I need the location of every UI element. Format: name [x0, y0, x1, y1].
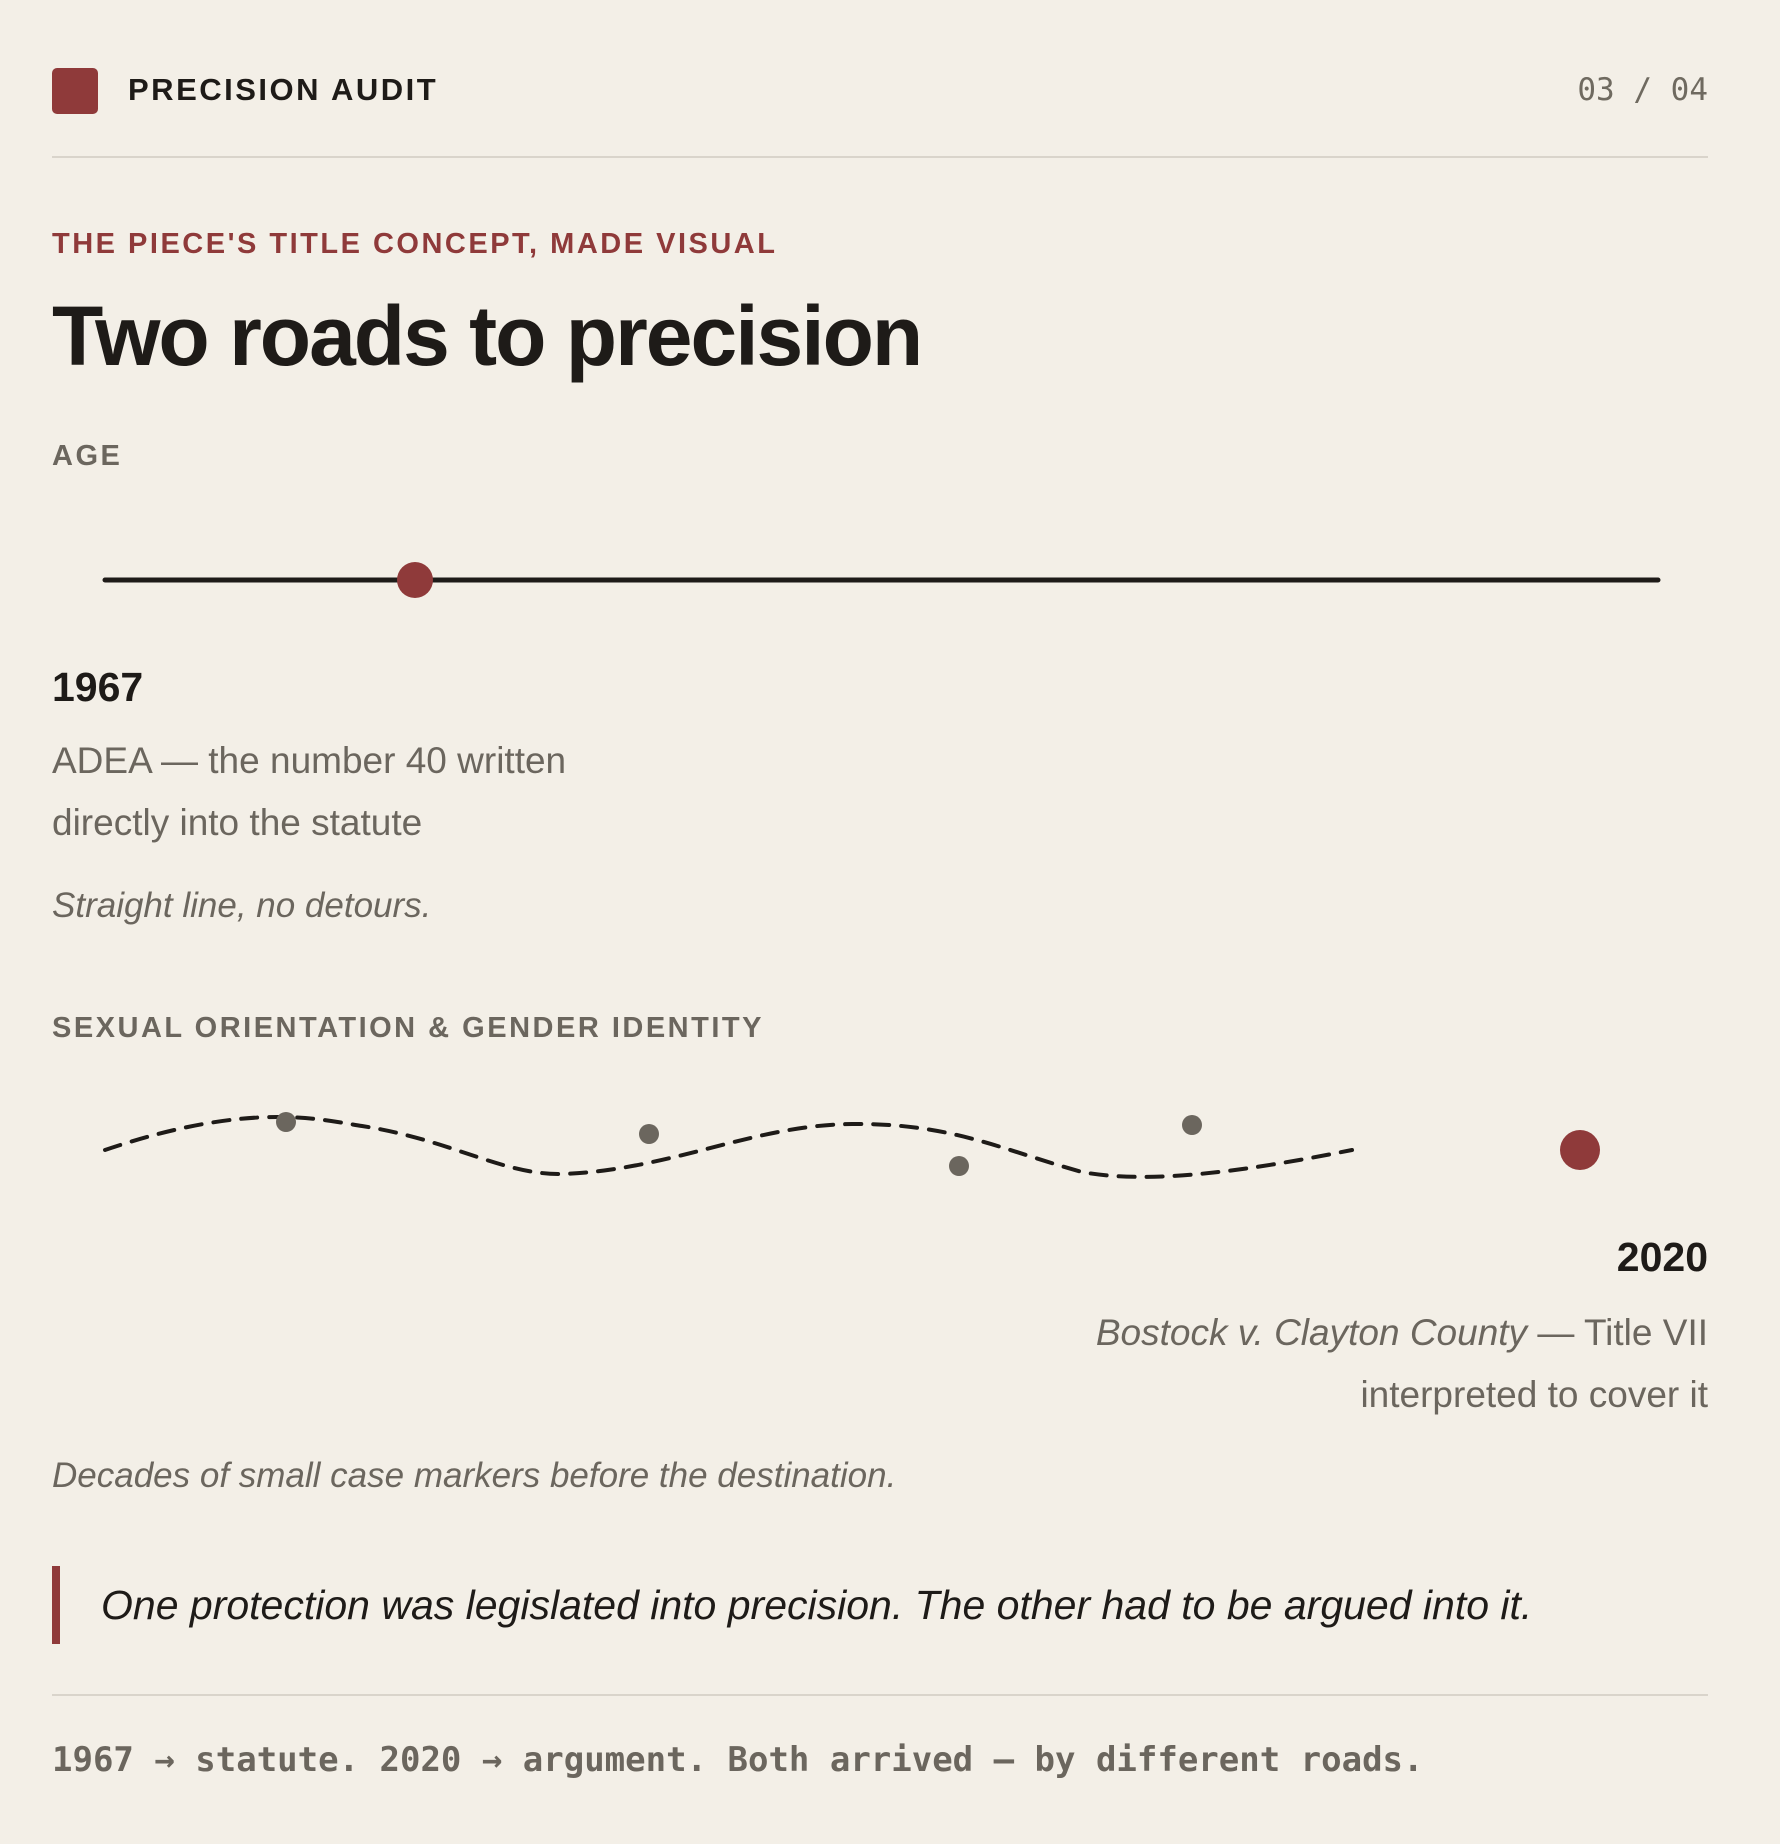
case-marker — [276, 1112, 296, 1132]
kicker: THE PIECE'S TITLE CONCEPT, MADE VISUAL — [52, 228, 778, 260]
pull-quote — [52, 1566, 1708, 1644]
sogi-description-line2: interpreted to cover it — [1360, 1374, 1708, 1415]
brand-name: PRECISION AUDIT — [128, 72, 439, 107]
page-indicator: 03 / 04 — [1577, 72, 1708, 108]
sogi-description — [1096, 1302, 1708, 1426]
age-description-line2: directly into the statute — [52, 802, 423, 843]
age-section-label: AGE — [52, 440, 123, 472]
page-title: Two roads to precision — [52, 289, 922, 383]
case-name: Bostock v. Clayton County — [1095, 1312, 1528, 1353]
sogi-year: 2020 — [1616, 1234, 1708, 1280]
sogi-section-label: SEXUAL ORIENTATION & GENDER IDENTITY — [52, 1012, 764, 1044]
top-bar — [52, 68, 1708, 114]
sogi-description-line1-rest: — Title VII — [1527, 1312, 1708, 1353]
age-destination-marker — [397, 562, 433, 598]
brand-logo-square — [52, 68, 98, 114]
slide — [52, 0, 1708, 1844]
footer-divider — [52, 1694, 1708, 1696]
sogi-note: Decades of small case markers before the destination. — [52, 1456, 897, 1495]
age-year: 1967 — [52, 664, 144, 710]
sogi-description-line1 — [1096, 1302, 1708, 1364]
case-marker — [639, 1124, 659, 1144]
age-description-line1: ADEA — the number 40 written — [52, 740, 567, 781]
age-road-diagram — [52, 540, 1708, 620]
age-description — [52, 730, 566, 854]
age-note: Straight line, no detours. — [52, 886, 432, 925]
sogi-destination-marker — [1560, 1130, 1600, 1170]
case-marker — [1182, 1115, 1202, 1135]
pull-quote-text: One protection was legislated into precision. The other had to be argued into it. — [101, 1582, 1533, 1628]
sogi-road-diagram — [52, 1090, 1708, 1210]
footer-summary: 1967 → statute. 2020 → argument. Both arrived — by different roads. — [52, 1740, 1424, 1780]
header-divider — [52, 156, 1708, 158]
pull-quote-bar — [52, 1566, 60, 1644]
case-marker — [949, 1156, 969, 1176]
